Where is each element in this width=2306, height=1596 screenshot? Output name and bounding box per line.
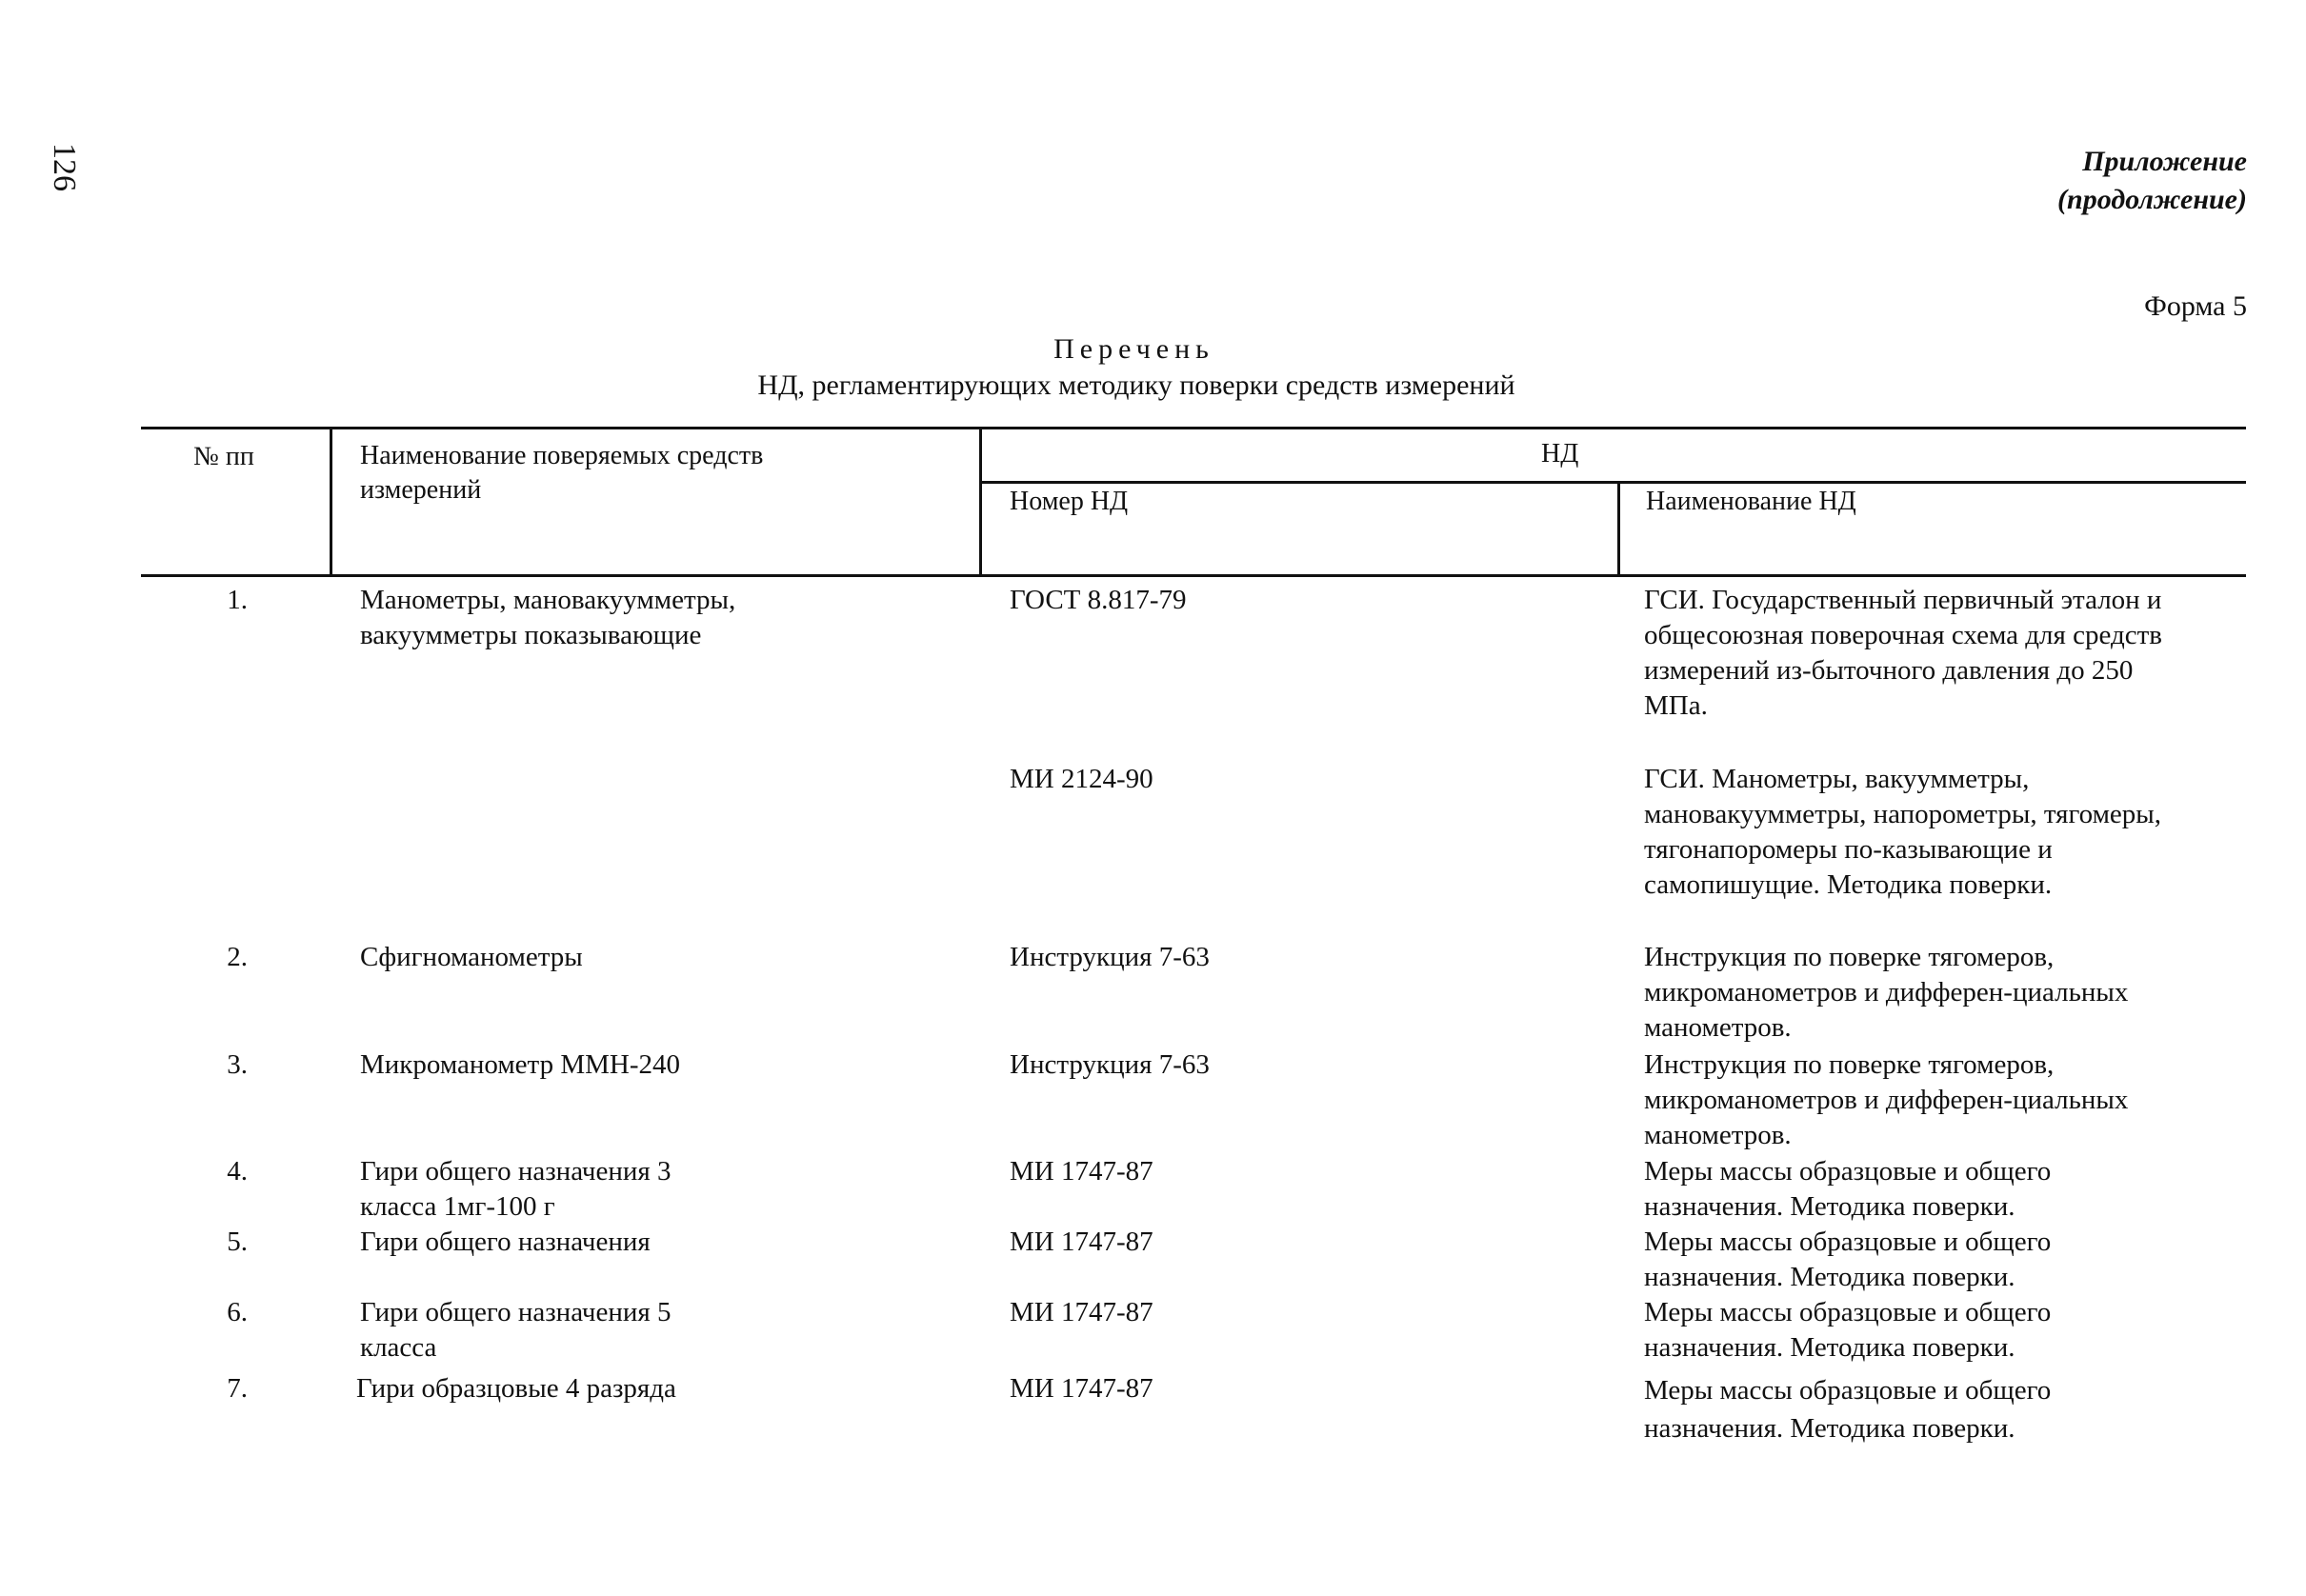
row-number: 5. [227,1227,248,1257]
table-header [141,427,2246,577]
instrument-name: Микроманометр ММН-240 [360,1049,681,1080]
header-num: № пп [193,442,254,471]
instrument-name: Гири общего назначения 5 класса [360,1297,672,1363]
nd-number: МИ 1747-87 [1010,1227,1153,1257]
nd-name: Меры массы образцовые и общего назначения. Методика поверки. [1644,1227,2052,1292]
nd-name: Инструкция по поверке тягомеров, микроманометров и дифферен-циальных манометров. [1644,1049,2129,1150]
nd-name: ГСИ. Манометры, вакуумметры, мановакуумметры, напорометры, тягомеры, тягонапоромеры по-казывающие и самопишущие. Методика поверки. [1644,764,2162,900]
instrument-name: Гири образцовые 4 разряда [356,1373,676,1404]
row-number: 3. [227,1049,248,1080]
instrument-name: Манометры, мановакуумметры, вакуумметры показывающие [360,585,736,650]
nd-name: ГСИ. Государственный первичный эталон и общесоюзная поверочная схема для средств измерений из-быточного давления до 250 МПа. [1644,585,2162,721]
nd-number: МИ 1747-87 [1010,1373,1153,1404]
nd-name: Меры массы образцовые и общего назначения. Методика поверки. [1644,1156,2052,1222]
nd-name: Меры массы образцовые и общего назначения. Методика поверки. [1644,1297,2052,1363]
row-number: 6. [227,1297,248,1327]
instrument-name: Гири общего назначения 3 класса 1мг-100 г [360,1156,672,1222]
header-nd-number: Номер НД [1010,487,1129,516]
nd-number: ГОСТ 8.817-79 [1010,585,1187,615]
instrument-name: Сфигноманометры [360,942,583,972]
column-divider [979,429,982,574]
row-number: 7. [227,1373,248,1404]
nd-header-divider [979,481,2246,484]
appendix-title: Приложение [2082,146,2247,177]
header-nd-name: Наименование НД [1646,487,1856,516]
nd-name: Инструкция по поверке тягомеров, микроманометров и дифферен-циальных манометров. [1644,942,2129,1043]
header-instrument-name: Наименование поверяемых средств измерений [360,441,764,505]
document-subtitle-text: НД, регламентирующих методику поверки средств измерений [757,369,1515,401]
nd-name: Меры массы образцовые и общего назначения. Методика поверки. [1644,1375,2052,1444]
column-divider [330,429,332,574]
nd-number: Инструкция 7-63 [1010,1049,1210,1080]
page-number: 126 [47,143,82,191]
row-number: 1. [227,585,248,615]
appendix-label [2057,143,2247,219]
document-title [0,333,2306,366]
nd-number: МИ 1747-87 [1010,1156,1153,1187]
header-nd: НД [1541,439,1579,469]
appendix-continuation: (продолжение) [2057,184,2247,215]
nd-number: Инструкция 7-63 [1010,942,1210,972]
row-number: 4. [227,1156,248,1187]
row-number: 2. [227,942,248,972]
instrument-name: Гири общего назначения [360,1227,651,1257]
document-title-text: Перечень [1053,333,1214,365]
nd-number: МИ 1747-87 [1010,1297,1153,1327]
nd-number: МИ 2124-90 [1010,764,1153,794]
document-subtitle [0,369,2306,402]
form-label: Форма 5 [2144,290,2247,322]
column-divider [1617,483,1620,574]
